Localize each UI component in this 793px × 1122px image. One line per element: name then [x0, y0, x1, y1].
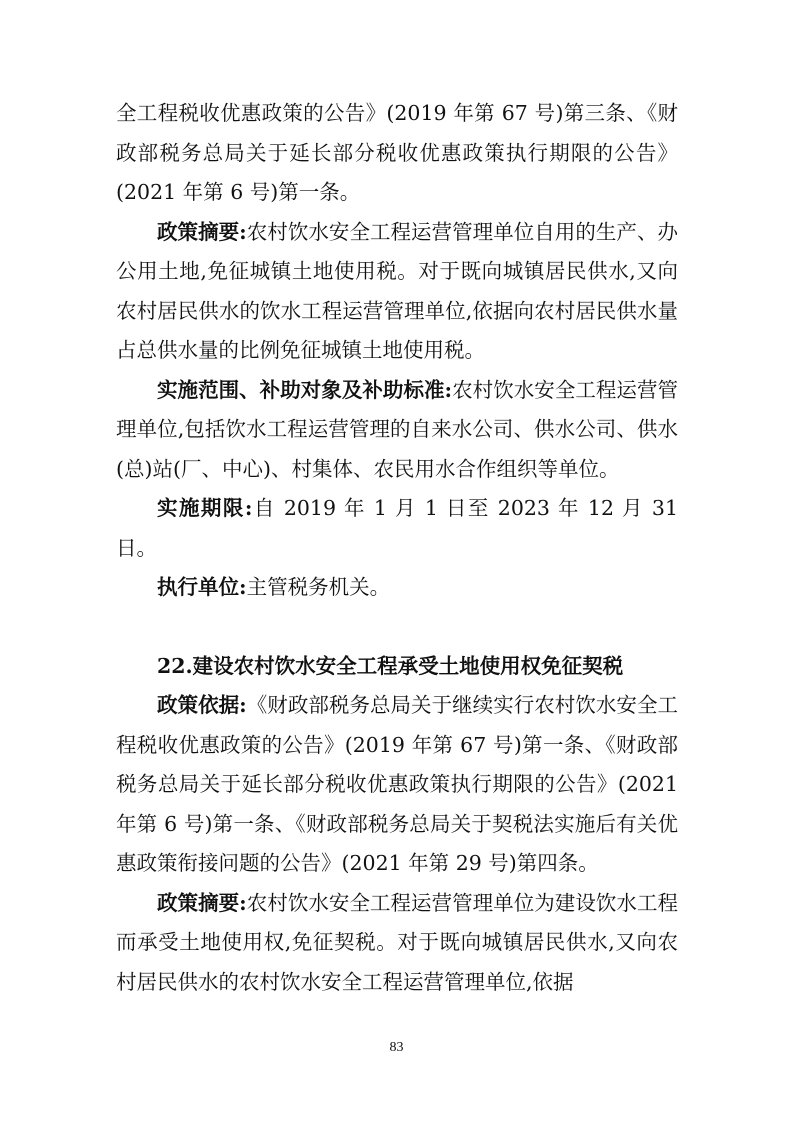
- policy-summary-label-2: 政策摘要:: [157, 890, 247, 915]
- executor-label: 执行单位:: [157, 575, 247, 599]
- policy-basis-label: 政策依据:: [157, 693, 247, 717]
- policy-summary-text-2: 农村饮水安全工程运营管理单位为建设饮水工程而承受土地使用权,免征契税。对于既向城镇居民供水,又向农村居民供水的农村饮水安全工程运营管理单位,依据: [116, 890, 678, 994]
- policy-basis-text: 《财政部税务总局关于继续实行农村饮水安全工程税收优惠政策的公告》(2019 年第 67 号)第一条、《财政部税务总局关于延长部分税收优惠政策执行期限的公告》(2021 年第 6 号)第一条、《财政部税务总局关于契税法实施后有关优惠政策衔接问题的公告》(2021 年第 29 号)第四条。: [116, 693, 678, 875]
- policy-summary-paragraph-2: [116, 884, 678, 1003]
- page-number: 83: [389, 1040, 404, 1055]
- period-label: 实施期限:: [157, 496, 253, 520]
- section-heading: 22.建设农村饮水安全工程承受土地使用权免征契税: [157, 653, 624, 678]
- scope-text: 农村饮水安全工程运营管理单位,包括饮水工程运营管理的自来水公司、供水公司、供水(总)站(厂、中心)、村集体、农民用水合作组织等单位。: [116, 377, 678, 481]
- paragraph-continuation: 全工程税收优惠政策的公告》(2019 年第 67 号)第三条、《财政部税务总局关于延长部分税收优惠政策执行期限的公告》(2021 年第 6 号)第一条。: [116, 101, 678, 204]
- policy-basis-paragraph: [116, 686, 678, 884]
- policy-summary-text: 农村饮水安全工程运营管理单位自用的生产、办公用土地,免征城镇土地使用税。对于既向城镇居民供水,又向农村居民供水的饮水工程运营管理单位,依据向农村居民供水量占总供水量的比例免征城镇土地使用税。: [116, 219, 678, 362]
- policy-summary-label: 政策摘要:: [157, 219, 247, 244]
- section-spacer: [116, 608, 678, 647]
- scope-paragraph: [116, 371, 678, 490]
- period-paragraph: [116, 489, 678, 568]
- policy-summary-paragraph: [116, 213, 678, 371]
- executor-text: 主管税务机关。: [246, 575, 391, 599]
- scope-label: 实施范围、补助对象及补助标准:: [157, 377, 453, 402]
- executor-paragraph: [116, 568, 678, 608]
- body-text: [116, 94, 678, 1002]
- period-text: 自 2019 年 1 月 1 日至 2023 年 12 月 31 日。: [116, 496, 678, 560]
